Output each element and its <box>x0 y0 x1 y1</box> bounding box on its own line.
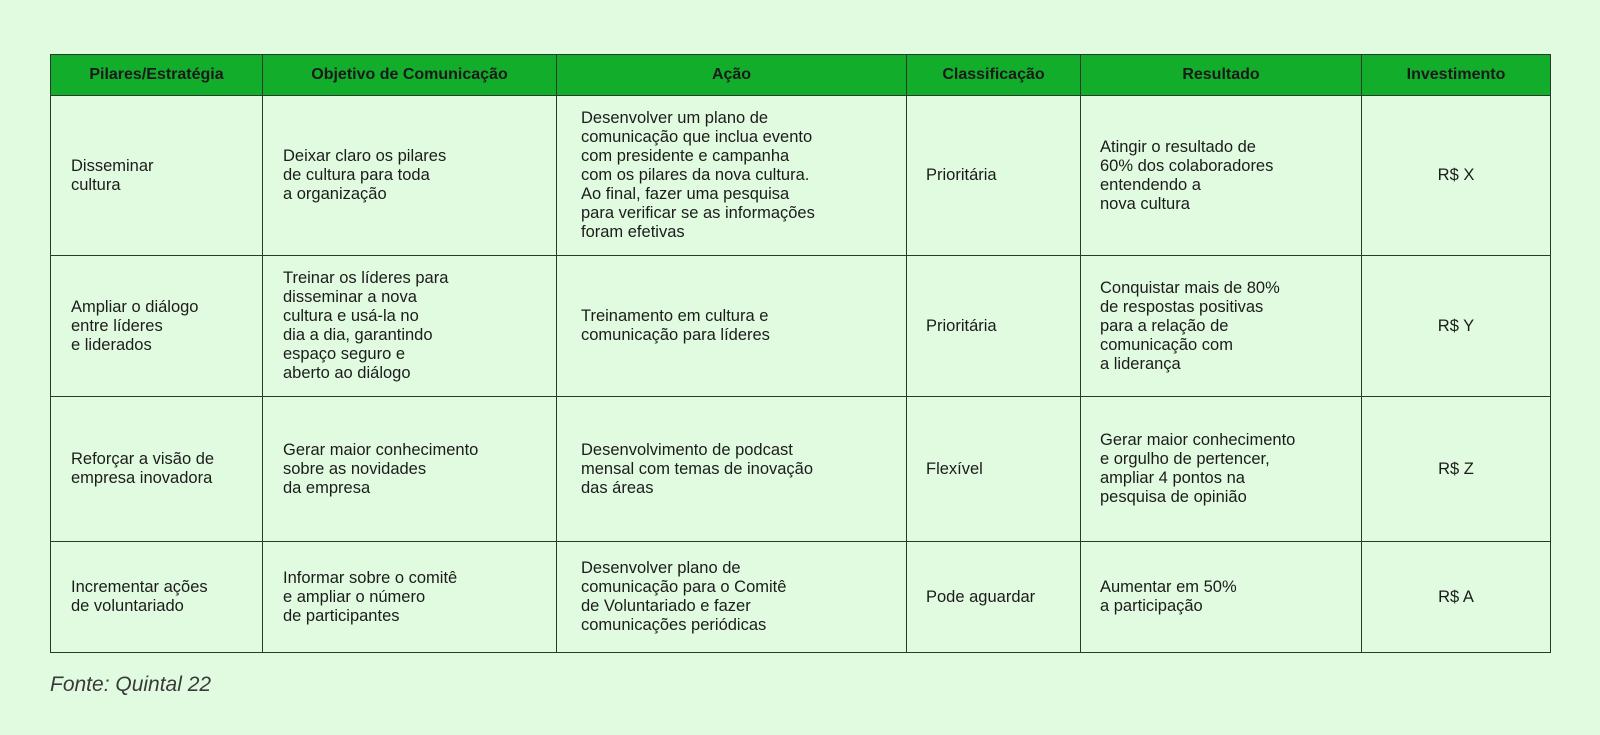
source-caption: Fonte: Quintal 22 <box>50 673 212 696</box>
acao-text: Desenvolver plano de comunicação para o Comitê de Voluntariado e fazer comunicações periódicas <box>581 559 787 634</box>
cell-acao <box>557 96 907 256</box>
classificacao-text: Prioritária <box>926 316 997 335</box>
resultado-text: Atingir o resultado de 60% dos colaboradores entendendo a nova cultura <box>1100 137 1274 213</box>
table-row <box>51 542 1551 653</box>
strategy-table-container <box>50 54 1550 653</box>
cell-investimento <box>1362 256 1551 397</box>
pilar-text: Reforçar a visão de empresa inovadora <box>71 450 215 487</box>
table-header-row <box>51 55 1551 96</box>
pilar-text: Incrementar ações de voluntariado <box>71 578 208 615</box>
cell-investimento <box>1362 397 1551 542</box>
table-row <box>51 256 1551 397</box>
table-row <box>51 397 1551 542</box>
cell-pilar <box>51 96 263 256</box>
cell-objetivo <box>263 397 557 542</box>
cell-objetivo <box>263 542 557 653</box>
resultado-text: Conquistar mais de 80% de respostas positivas para a relação de comunicação com a liderança <box>1100 278 1280 373</box>
cell-resultado <box>1081 96 1362 256</box>
objetivo-text: Deixar claro os pilares de cultura para toda a organização <box>283 147 447 203</box>
header-investimento: Investimento <box>1362 55 1551 96</box>
pilar-text: Disseminar cultura <box>71 156 154 194</box>
acao-text: Treinamento em cultura e comunicação para líderes <box>581 307 770 344</box>
investimento-text: R$ Y <box>1437 316 1475 335</box>
cell-classificacao <box>907 96 1081 256</box>
classificacao-text: Prioritária <box>926 166 997 184</box>
cell-acao <box>557 397 907 542</box>
investimento-text: R$ Z <box>1438 459 1474 478</box>
investimento-text: R$ A <box>1438 587 1474 606</box>
cell-resultado <box>1081 397 1362 542</box>
header-resultado: Resultado <box>1081 55 1362 96</box>
cell-classificacao <box>907 256 1081 397</box>
cell-objetivo <box>263 256 557 397</box>
acao-text: Desenvolver um plano de comunicação que inclua evento com presidente e campanha com os pilares da nova cultura. Ao final, fazer uma pesquisa para verificar se as informações foram efetivas <box>581 109 815 241</box>
objetivo-text: Informar sobre o comitê e ampliar o número de participantes <box>283 568 458 625</box>
cell-acao <box>557 256 907 397</box>
strategy-table <box>50 54 1551 653</box>
header-objetivo: Objetivo de Comunicação <box>263 55 557 96</box>
cell-investimento <box>1362 542 1551 653</box>
cell-pilar <box>51 256 263 397</box>
table-row <box>51 96 1551 256</box>
objetivo-text: Gerar maior conhecimento sobre as novidades da empresa <box>283 440 479 497</box>
cell-objetivo <box>263 96 557 256</box>
cell-acao <box>557 542 907 653</box>
objetivo-text: Treinar os líderes para disseminar a nova cultura e usá-la no dia a dia, garantindo espaço seguro e aberto ao diálogo <box>283 269 449 382</box>
cell-resultado <box>1081 256 1362 397</box>
acao-text: Desenvolvimento de podcast mensal com temas de inovação das áreas <box>581 440 814 497</box>
investimento-text: R$ X <box>1437 166 1475 184</box>
header-acao: Ação <box>557 55 907 96</box>
cell-pilar <box>51 397 263 542</box>
cell-classificacao <box>907 397 1081 542</box>
header-classificacao: Classificação <box>907 55 1081 96</box>
cell-classificacao <box>907 542 1081 653</box>
classificacao-text: Pode aguardar <box>926 587 1036 606</box>
classificacao-text: Flexível <box>926 459 983 478</box>
resultado-text: Gerar maior conhecimento e orgulho de pertencer, ampliar 4 pontos na pesquisa de opinião <box>1100 431 1296 506</box>
resultado-text: Aumentar em 50% a participação <box>1100 578 1237 615</box>
cell-resultado <box>1081 542 1362 653</box>
cell-investimento <box>1362 96 1551 256</box>
cell-pilar <box>51 542 263 653</box>
header-pilares: Pilares/Estratégia <box>51 55 263 96</box>
pilar-text: Ampliar o diálogo entre líderes e liderados <box>71 297 199 354</box>
